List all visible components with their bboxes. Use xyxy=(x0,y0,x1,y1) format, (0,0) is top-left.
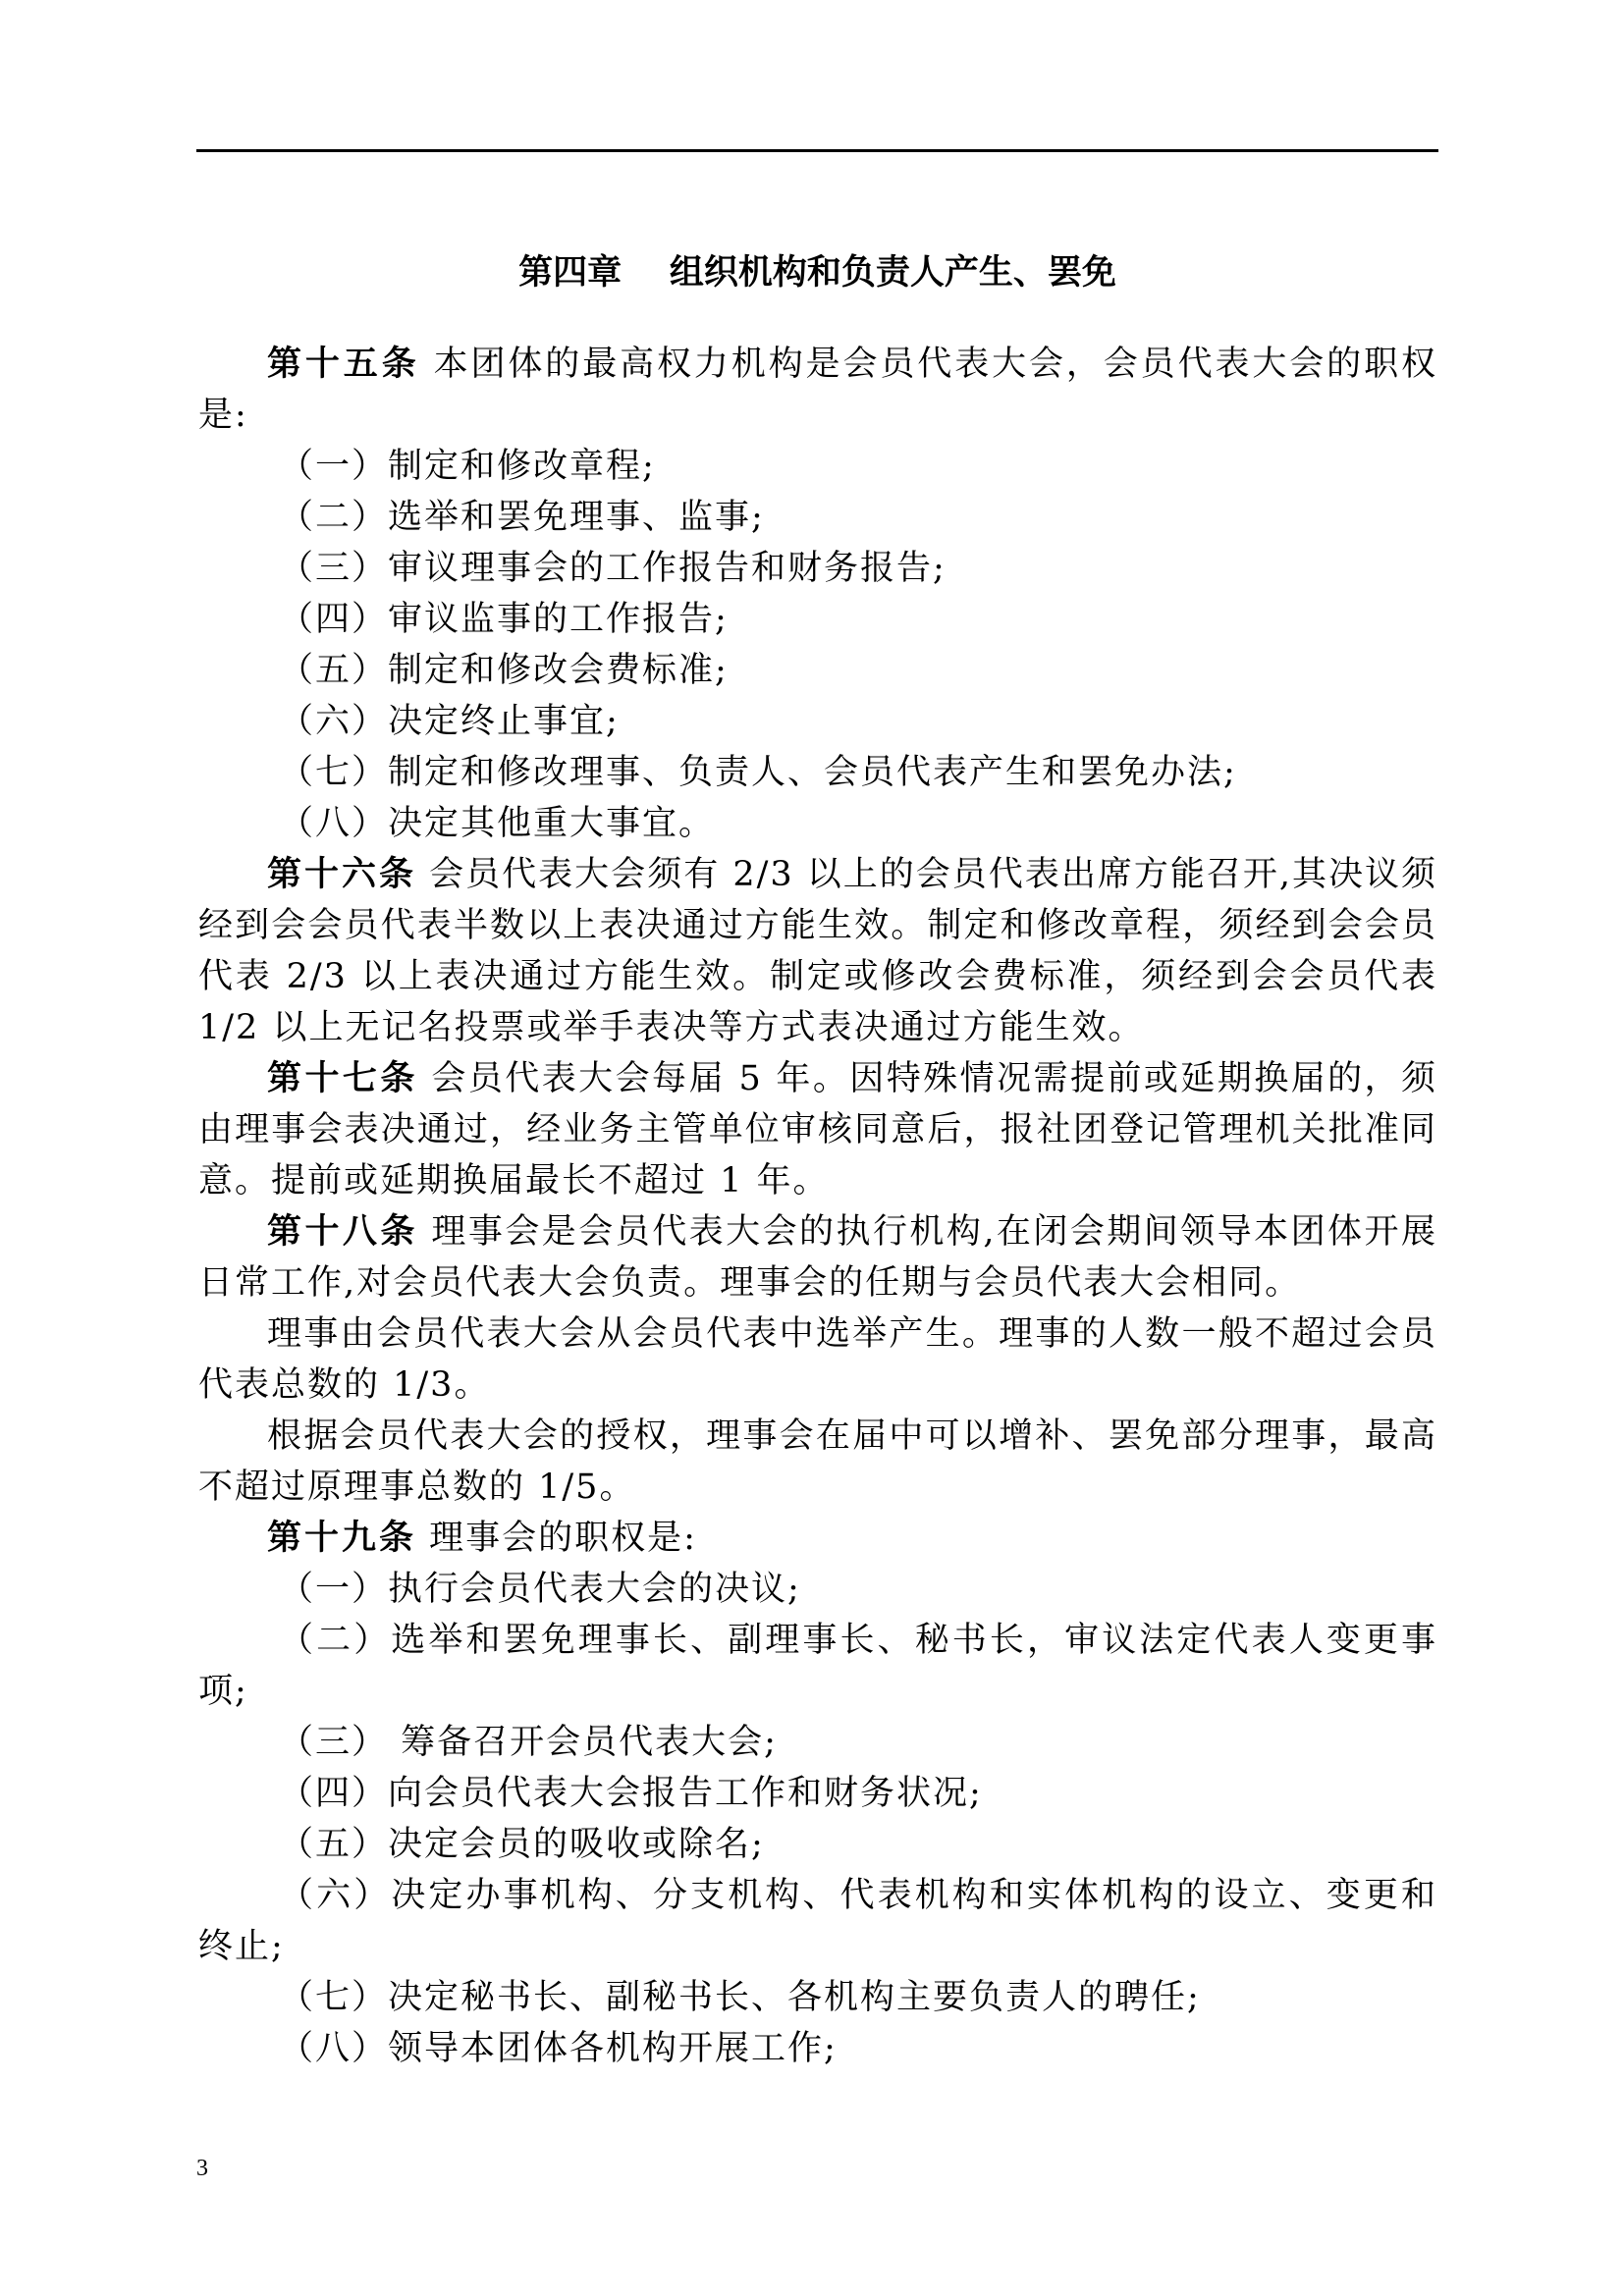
article-18-paragraph-3: 根据会员代表大会的授权，理事会在届中可以增补、罢免部分理事，最高不超过原理事总数的 1/5。 xyxy=(198,1416,1437,1507)
article-19-item-7: （七）决定秘书长、副秘书长、各机构主要负责人的聘任; xyxy=(279,1978,1201,2017)
article-17 xyxy=(198,1053,1437,1206)
article-19-item-6: （六）决定办事机构、分支机构、代表机构和实体机构的设立、变更和终止; xyxy=(198,1876,1437,1966)
article-19-item-1: （一）执行会员代表大会的决议; xyxy=(279,1570,801,1609)
article-15-item-2: （二）选举和罢免理事、监事; xyxy=(279,498,765,537)
article-15-item-7: （七）制定和修改理事、负责人、会员代表产生和罢免办法; xyxy=(279,753,1237,792)
article-16-label: 第十六条 xyxy=(267,855,417,894)
article-19-item-3: （三） 筹备召开会员代表大会; xyxy=(279,1723,778,1762)
article-15-item-6: （六）决定终止事宜; xyxy=(279,702,620,741)
article-17-text: 会员代表大会每届 5 年。因特殊情况需提前或延期换届的，须由理事会表决通过，经业务主管单位审核同意后，报社团登记管理机关批准同意。提前或延期换届最长不超过 1 年。 xyxy=(198,1059,1437,1201)
header-rule xyxy=(196,149,1438,152)
article-15-item-5: （五）制定和修改会费标准; xyxy=(279,651,729,690)
article-19-text: 理事会的职权是: xyxy=(416,1519,697,1558)
article-19-item-5: （五）决定会员的吸收或除名; xyxy=(279,1825,765,1864)
article-18-label: 第十八条 xyxy=(267,1212,418,1252)
article-18-text: 理事会是会员代表大会的执行机构,在闭会期间领导本团体开展日常工作,对会员代表大会负责。理事会的任期与会员代表大会相同。 xyxy=(198,1212,1437,1303)
article-19-label: 第十九条 xyxy=(267,1519,417,1558)
article-19 xyxy=(198,1513,1437,1564)
article-15-item-4: （四）审议监事的工作报告; xyxy=(279,600,729,639)
article-19-item-2: （二）选举和罢免理事长、副理事长、秘书长，审议法定代表人变更事项; xyxy=(198,1621,1437,1711)
document-body xyxy=(198,339,1437,2074)
article-15-text: 本团体的最高权力机构是会员代表大会，会员代表大会的职权是: xyxy=(198,345,1437,435)
article-19-item-4: （四）向会员代表大会报告工作和财务状况; xyxy=(279,1774,983,1813)
article-15-item-3: （三）审议理事会的工作报告和财务报告; xyxy=(279,549,947,588)
page-number: 3 xyxy=(196,2156,208,2181)
chapter-title: 第四章 组织机构和负责人产生、罢免 xyxy=(518,253,1116,293)
article-15-item-1: （一）制定和修改章程; xyxy=(279,447,656,486)
article-18 xyxy=(198,1206,1437,1308)
article-19-item-8: （八）领导本团体各机构开展工作; xyxy=(279,2029,838,2068)
article-15-label: 第十五条 xyxy=(267,345,420,384)
article-16 xyxy=(198,849,1437,1053)
article-17-label: 第十七条 xyxy=(267,1059,418,1098)
article-15 xyxy=(198,339,1437,441)
article-16-text: 会员代表大会须有 2/3 以上的会员代表出席方能召开,其决议须经到会会员代表半数以上表决通过方能生效。制定和修改章程，须经到会会员代表 2/3 以上表决通过方能生效。制定或修改会费标准，须经到会会员代表 1/2 以上无记名投票或举手表决等方式表决通过方能生效。 xyxy=(198,855,1437,1047)
article-18-paragraph-2: 理事由会员代表大会从会员代表中选举产生。理事的人数一般不超过会员代表总数的 1/3。 xyxy=(198,1314,1437,1405)
article-15-item-8: （八）决定其他重大事宜。 xyxy=(279,804,716,843)
